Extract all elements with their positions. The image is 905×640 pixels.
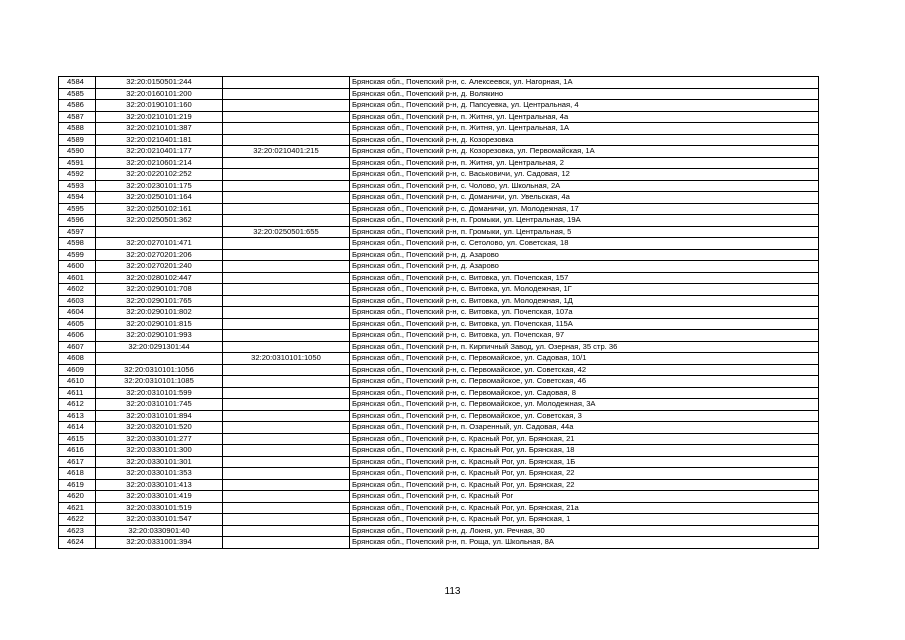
row-number-cell: 4618: [59, 468, 96, 480]
table-row: [59, 330, 819, 342]
cadastral-number-alt-cell: [223, 100, 350, 112]
cadastral-number-alt-cell: 32:20:0210401:215: [223, 146, 350, 158]
address-cell: Брянская обл., Почепский р-н, с. Чолово, ул. Школьная, 2А: [350, 180, 819, 192]
cadastral-number-alt-cell: [223, 134, 350, 146]
cadastral-number-alt-cell: [223, 307, 350, 319]
cadastral-number-cell: 32:20:0210101:387: [96, 123, 223, 135]
address-cell: Брянская обл., Почепский р-н, д. Козорезовка: [350, 134, 819, 146]
address-cell: Брянская обл., Почепский р-н, с. Васьковичи, ул. Садовая, 12: [350, 169, 819, 181]
address-cell: Брянская обл., Почепский р-н, п. Громыки, ул. Центральная, 19А: [350, 215, 819, 227]
table-row: [59, 341, 819, 353]
row-number-cell: 4592: [59, 169, 96, 181]
cadastral-number-cell: 32:20:0290101:993: [96, 330, 223, 342]
cadastral-number-cell: 32:20:0320101:520: [96, 422, 223, 434]
table-row: [59, 261, 819, 273]
cadastral-number-cell: 32:20:0310101:599: [96, 387, 223, 399]
row-number-cell: 4586: [59, 100, 96, 112]
table-row: [59, 100, 819, 112]
row-number-cell: 4614: [59, 422, 96, 434]
address-cell: Брянская обл., Почепский р-н, д. Папсуевка, ул. Центральная, 4: [350, 100, 819, 112]
row-number-cell: 4603: [59, 295, 96, 307]
table-row: [59, 445, 819, 457]
address-cell: Брянская обл., Почепский р-н, с. Красный Рог: [350, 491, 819, 503]
row-number-cell: 4613: [59, 410, 96, 422]
cadastral-number-cell: 32:20:0330101:353: [96, 468, 223, 480]
cadastral-number-cell: 32:20:0330101:547: [96, 514, 223, 526]
cadastral-number-cell: 32:20:0210601:214: [96, 157, 223, 169]
row-number-cell: 4584: [59, 77, 96, 89]
row-number-cell: 4620: [59, 491, 96, 503]
row-number-cell: 4611: [59, 387, 96, 399]
row-number-cell: 4598: [59, 238, 96, 250]
table-row: [59, 353, 819, 365]
page-number: 113: [444, 586, 461, 597]
table-row: [59, 284, 819, 296]
cadastral-number-alt-cell: [223, 272, 350, 284]
cadastral-number-cell: 32:20:0220102:252: [96, 169, 223, 181]
cadastral-number-cell: 32:20:0270201:240: [96, 261, 223, 273]
address-cell: Брянская обл., Почепский р-н, с. Первомайское, ул. Советская, 46: [350, 376, 819, 388]
cadastral-number-cell: 32:20:0330101:277: [96, 433, 223, 445]
row-number-cell: 4601: [59, 272, 96, 284]
address-cell: Брянская обл., Почепский р-н, с. Витовка, ул. Почепская, 115А: [350, 318, 819, 330]
cadastral-number-cell: [96, 226, 223, 238]
cadastral-number-cell: 32:20:0330101:300: [96, 445, 223, 457]
cadastral-number-cell: 32:20:0230101:175: [96, 180, 223, 192]
cadastral-number-alt-cell: [223, 364, 350, 376]
cadastral-number-cell: 32:20:0290101:765: [96, 295, 223, 307]
row-number-cell: 4591: [59, 157, 96, 169]
cadastral-number-alt-cell: [223, 284, 350, 296]
table-row: [59, 318, 819, 330]
address-cell: Брянская обл., Почепский р-н, с. Красный Рог, ул. Брянская, 1Б: [350, 456, 819, 468]
cadastral-number-alt-cell: [223, 399, 350, 411]
row-number-cell: 4585: [59, 88, 96, 100]
cadastral-number-alt-cell: [223, 525, 350, 537]
cadastral-number-cell: 32:20:0330101:419: [96, 491, 223, 503]
cadastral-number-alt-cell: [223, 479, 350, 491]
row-number-cell: 4623: [59, 525, 96, 537]
table-row: [59, 514, 819, 526]
table-row: [59, 111, 819, 123]
address-cell: Брянская обл., Почепский р-н, с. Первомайское, ул. Советская, 3: [350, 410, 819, 422]
table-row: [59, 169, 819, 181]
row-number-cell: 4599: [59, 249, 96, 261]
cadastral-number-alt-cell: [223, 169, 350, 181]
row-number-cell: 4617: [59, 456, 96, 468]
cadastral-number-cell: 32:20:0330901:40: [96, 525, 223, 537]
row-number-cell: 4587: [59, 111, 96, 123]
cadastral-number-cell: 32:20:0310101:1056: [96, 364, 223, 376]
table-row: [59, 295, 819, 307]
table-row: [59, 238, 819, 250]
cadastral-number-cell: 32:20:0310101:1085: [96, 376, 223, 388]
cadastral-number-alt-cell: [223, 433, 350, 445]
table-row: [59, 123, 819, 135]
cadastral-number-alt-cell: [223, 192, 350, 204]
cadastral-number-alt-cell: [223, 180, 350, 192]
cadastral-number-alt-cell: [223, 111, 350, 123]
table-row: [59, 502, 819, 514]
address-cell: Брянская обл., Почепский р-н, д. Козорезовка, ул. Первомайская, 1А: [350, 146, 819, 158]
row-number-cell: 4590: [59, 146, 96, 158]
address-cell: Брянская обл., Почепский р-н, с. Красный Рог, ул. Брянская, 21: [350, 433, 819, 445]
cadastral-number-alt-cell: [223, 341, 350, 353]
cadastral-number-alt-cell: [223, 410, 350, 422]
cadastral-number-alt-cell: [223, 491, 350, 503]
row-number-cell: 4607: [59, 341, 96, 353]
table-row: [59, 180, 819, 192]
cadastral-number-cell: 32:20:0210401:177: [96, 146, 223, 158]
address-cell: Брянская обл., Почепский р-н, с. Доманичи, ул. Увельская, 4а: [350, 192, 819, 204]
address-cell: Брянская обл., Почепский р-н, п. Озаренный, ул. Садовая, 44а: [350, 422, 819, 434]
cadastral-number-alt-cell: [223, 157, 350, 169]
cadastral-number-alt-cell: [223, 295, 350, 307]
table-row: [59, 456, 819, 468]
row-number-cell: 4595: [59, 203, 96, 215]
cadastral-number-cell: 32:20:0210101:219: [96, 111, 223, 123]
row-number-cell: 4612: [59, 399, 96, 411]
cadastral-number-alt-cell: [223, 376, 350, 388]
cadastral-number-cell: 32:20:0270201:206: [96, 249, 223, 261]
address-cell: Брянская обл., Почепский р-н, п. Житня, ул. Центральная, 4а: [350, 111, 819, 123]
row-number-cell: 4602: [59, 284, 96, 296]
table-row: [59, 192, 819, 204]
row-number-cell: 4615: [59, 433, 96, 445]
cadastral-number-alt-cell: [223, 468, 350, 480]
registry-table-body: [59, 77, 819, 549]
cadastral-number-alt-cell: [223, 261, 350, 273]
cadastral-number-cell: 32:20:0150501:244: [96, 77, 223, 89]
row-number-cell: 4594: [59, 192, 96, 204]
row-number-cell: 4624: [59, 537, 96, 549]
cadastral-number-cell: 32:20:0310101:745: [96, 399, 223, 411]
table-row: [59, 410, 819, 422]
cadastral-number-alt-cell: [223, 537, 350, 549]
row-number-cell: 4622: [59, 514, 96, 526]
cadastral-number-alt-cell: [223, 456, 350, 468]
cadastral-number-cell: [96, 353, 223, 365]
row-number-cell: 4589: [59, 134, 96, 146]
cadastral-number-cell: 32:20:0310101:894: [96, 410, 223, 422]
row-number-cell: 4605: [59, 318, 96, 330]
row-number-cell: 4604: [59, 307, 96, 319]
table-row: [59, 525, 819, 537]
cadastral-number-cell: 32:20:0291301:44: [96, 341, 223, 353]
address-cell: Брянская обл., Почепский р-н, с. Алексеевск, ул. Нагорная, 1А: [350, 77, 819, 89]
table-row: [59, 537, 819, 549]
address-cell: Брянская обл., Почепский р-н, с. Красный Рог, ул. Брянская, 21а: [350, 502, 819, 514]
table-row: [59, 491, 819, 503]
cadastral-number-cell: 32:20:0331001:394: [96, 537, 223, 549]
table-row: [59, 422, 819, 434]
address-cell: Брянская обл., Почепский р-н, д. Азарово: [350, 261, 819, 273]
cadastral-number-cell: 32:20:0330101:413: [96, 479, 223, 491]
table-row: [59, 468, 819, 480]
row-number-cell: 4610: [59, 376, 96, 388]
cadastral-number-cell: 32:20:0160101:200: [96, 88, 223, 100]
table-row: [59, 88, 819, 100]
row-number-cell: 4621: [59, 502, 96, 514]
table-row: [59, 387, 819, 399]
address-cell: Брянская обл., Почепский р-н, п. Житня, ул. Центральная, 2: [350, 157, 819, 169]
cadastral-number-cell: 32:20:0290101:815: [96, 318, 223, 330]
cadastral-number-alt-cell: [223, 88, 350, 100]
address-cell: Брянская обл., Почепский р-н, п. Громыки, ул. Центральная, 5: [350, 226, 819, 238]
address-cell: Брянская обл., Почепский р-н, с. Витовка, ул. Молодежная, 1Д: [350, 295, 819, 307]
address-cell: Брянская обл., Почепский р-н, д. Азарово: [350, 249, 819, 261]
cadastral-number-alt-cell: [223, 77, 350, 89]
cadastral-number-alt-cell: [223, 514, 350, 526]
cadastral-number-alt-cell: 32:20:0310101:1050: [223, 353, 350, 365]
cadastral-number-alt-cell: [223, 238, 350, 250]
address-cell: Брянская обл., Почепский р-н, с. Первомайское, ул. Советская, 42: [350, 364, 819, 376]
address-cell: Брянская обл., Почепский р-н, с. Витовка, ул. Почепская, 107а: [350, 307, 819, 319]
row-number-cell: 4606: [59, 330, 96, 342]
address-cell: Брянская обл., Почепский р-н, д. Локня, ул. Речная, 30: [350, 525, 819, 537]
row-number-cell: 4596: [59, 215, 96, 227]
table-row: [59, 146, 819, 158]
cadastral-number-alt-cell: [223, 445, 350, 457]
cadastral-number-cell: 32:20:0250102:161: [96, 203, 223, 215]
address-cell: Брянская обл., Почепский р-н, п. Житня, ул. Центральная, 1А: [350, 123, 819, 135]
table-row: [59, 77, 819, 89]
table-row: [59, 364, 819, 376]
address-cell: Брянская обл., Почепский р-н, с. Первомайское, ул. Молодежная, 3А: [350, 399, 819, 411]
address-cell: Брянская обл., Почепский р-н, д. Волякино: [350, 88, 819, 100]
address-cell: Брянская обл., Почепский р-н, с. Красный Рог, ул. Брянская, 22: [350, 479, 819, 491]
cadastral-number-cell: 32:20:0190101:160: [96, 100, 223, 112]
address-cell: Брянская обл., Почепский р-н, с. Красный Рог, ул. Брянская, 1: [350, 514, 819, 526]
table-row: [59, 433, 819, 445]
address-cell: Брянская обл., Почепский р-н, с. Витовка, ул. Молодежная, 1Г: [350, 284, 819, 296]
address-cell: Брянская обл., Почепский р-н, с. Красный Рог, ул. Брянская, 18: [350, 445, 819, 457]
address-cell: Брянская обл., Почепский р-н, п. Кирпичный Завод, ул. Озерная, 35 стр. 36: [350, 341, 819, 353]
cadastral-number-alt-cell: [223, 422, 350, 434]
row-number-cell: 4588: [59, 123, 96, 135]
cadastral-number-alt-cell: [223, 215, 350, 227]
table-row: [59, 479, 819, 491]
table-row: [59, 215, 819, 227]
row-number-cell: 4616: [59, 445, 96, 457]
cadastral-number-alt-cell: [223, 330, 350, 342]
cadastral-number-cell: 32:20:0210401:181: [96, 134, 223, 146]
row-number-cell: 4619: [59, 479, 96, 491]
address-cell: Брянская обл., Почепский р-н, п. Роща, ул. Школьная, 8А: [350, 537, 819, 549]
table-row: [59, 203, 819, 215]
address-cell: Брянская обл., Почепский р-н, с. Первомайское, ул. Садовая, 10/1: [350, 353, 819, 365]
cadastral-number-alt-cell: [223, 502, 350, 514]
row-number-cell: 4609: [59, 364, 96, 376]
address-cell: Брянская обл., Почепский р-н, с. Витовка, ул. Почепская, 97: [350, 330, 819, 342]
cadastral-number-cell: 32:20:0270101:471: [96, 238, 223, 250]
address-cell: Брянская обл., Почепский р-н, с. Витовка, ул. Почепская, 157: [350, 272, 819, 284]
row-number-cell: 4597: [59, 226, 96, 238]
cadastral-number-cell: 32:20:0330101:519: [96, 502, 223, 514]
registry-table: [58, 76, 819, 549]
cadastral-number-alt-cell: [223, 203, 350, 215]
cadastral-number-alt-cell: [223, 249, 350, 261]
table-row: [59, 134, 819, 146]
address-cell: Брянская обл., Почепский р-н, с. Первомайское, ул. Садовая, 8: [350, 387, 819, 399]
cadastral-number-alt-cell: [223, 318, 350, 330]
row-number-cell: 4600: [59, 261, 96, 273]
cadastral-number-alt-cell: 32:20:0250501:655: [223, 226, 350, 238]
address-cell: Брянская обл., Почепский р-н, с. Сетолово, ул. Советская, 18: [350, 238, 819, 250]
table-row: [59, 157, 819, 169]
address-cell: Брянская обл., Почепский р-н, с. Красный Рог, ул. Брянская, 22: [350, 468, 819, 480]
table-row: [59, 272, 819, 284]
cadastral-number-cell: 32:20:0280102:447: [96, 272, 223, 284]
cadastral-number-cell: 32:20:0250501:362: [96, 215, 223, 227]
cadastral-number-cell: 32:20:0290101:708: [96, 284, 223, 296]
cadastral-number-cell: 32:20:0250101:164: [96, 192, 223, 204]
cadastral-number-cell: 32:20:0290101:802: [96, 307, 223, 319]
row-number-cell: 4593: [59, 180, 96, 192]
table-row: [59, 226, 819, 238]
table-row: [59, 249, 819, 261]
row-number-cell: 4608: [59, 353, 96, 365]
table-row: [59, 307, 819, 319]
table-row: [59, 399, 819, 411]
table-row: [59, 376, 819, 388]
cadastral-number-cell: 32:20:0330101:301: [96, 456, 223, 468]
cadastral-number-alt-cell: [223, 123, 350, 135]
address-cell: Брянская обл., Почепский р-н, с. Доманичи, ул. Молодежная, 17: [350, 203, 819, 215]
cadastral-number-alt-cell: [223, 387, 350, 399]
